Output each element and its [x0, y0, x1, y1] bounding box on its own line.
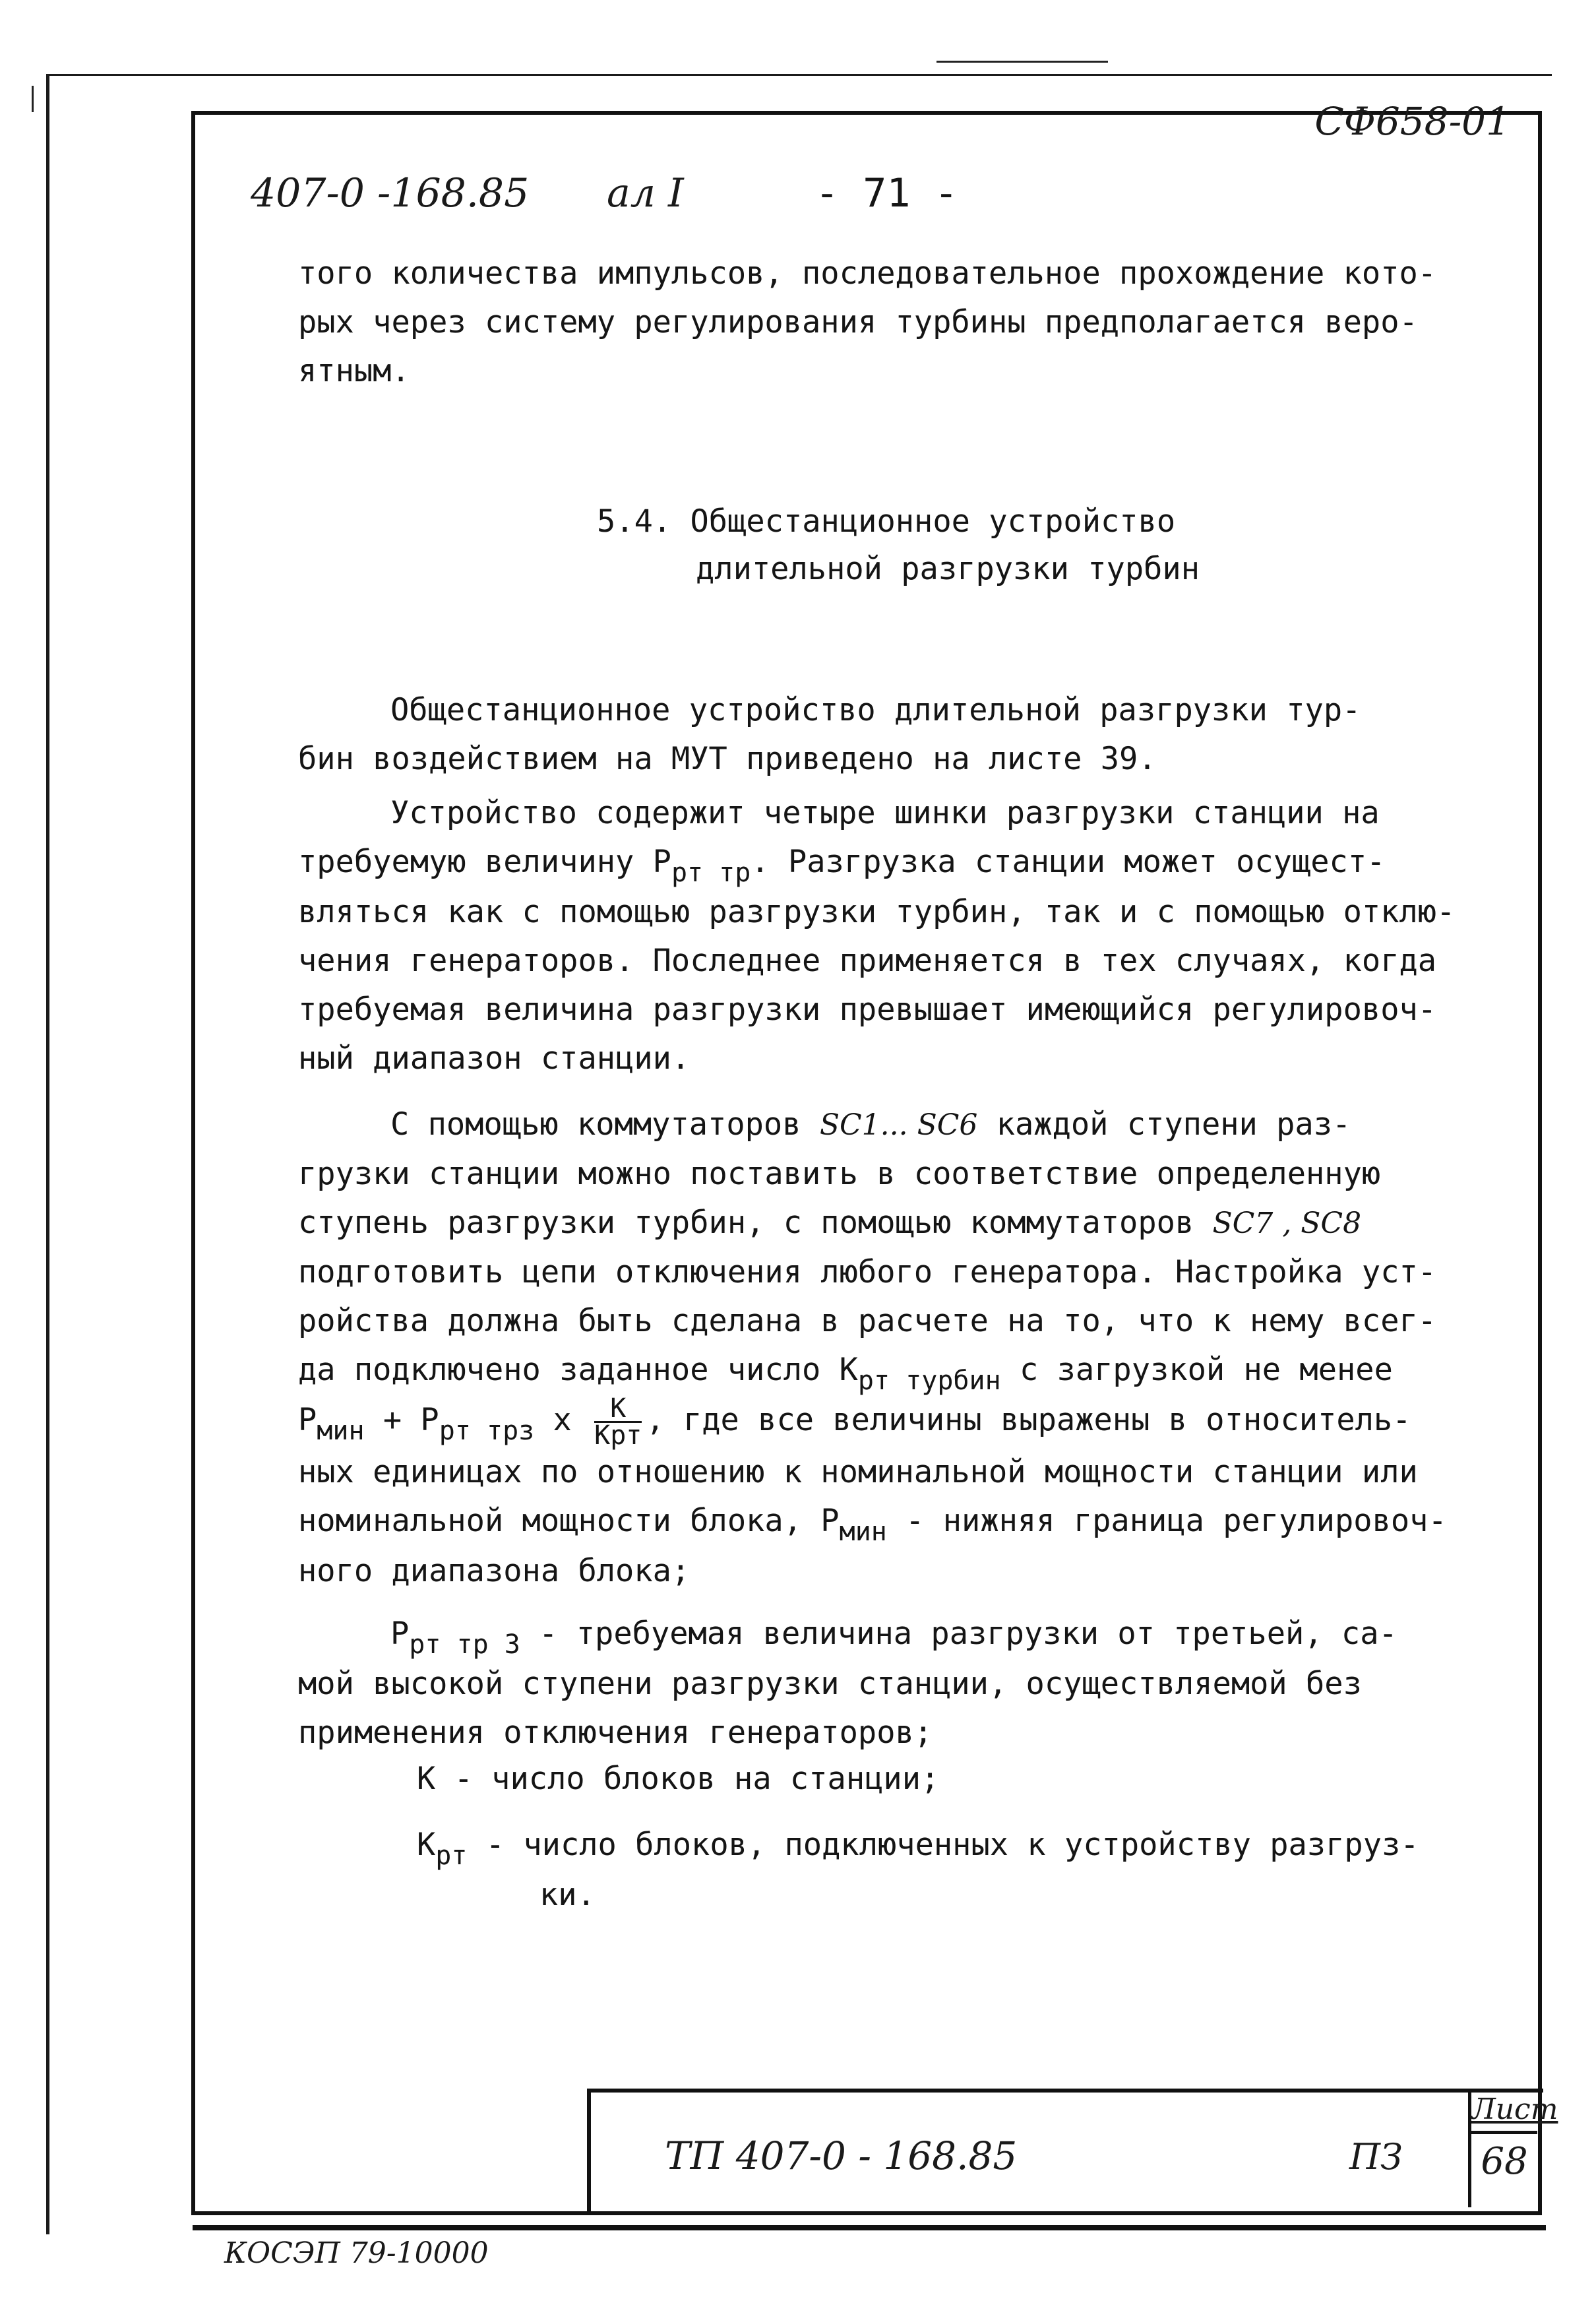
title-block	[587, 2089, 1543, 2211]
text-line: ступень разгрузки турбин, с помощью коммутаторов SC7 , SC8	[298, 1205, 1362, 1241]
text-line: подготовить цепи отключения любого генератора. Настройка уст-	[298, 1254, 1437, 1290]
text-line: применения отключения генераторов;	[298, 1715, 933, 1751]
definition-k: К - число блоков на станции;	[417, 1761, 940, 1797]
text-line: ный диапазон станции.	[298, 1040, 691, 1077]
section-heading	[597, 498, 1200, 593]
bottom-rule	[193, 2225, 1546, 2230]
fraction: $\frac{К}{\text{Крт}}$	[594, 1393, 642, 1451]
text-line: того количества импульсов, последовательное прохождение кото-	[298, 255, 1437, 292]
header-doc-code: 407-0 -168.85	[251, 170, 530, 216]
text-line: мой высокой ступени разгрузки станции, осуществляемой без	[298, 1666, 1362, 1702]
text-line: чения генераторов. Последнее применяется в тех случаях, когда	[298, 943, 1437, 979]
header-album: ал I	[607, 170, 684, 216]
paragraph-intro	[298, 686, 1469, 784]
text-line: ройства должна быть сделана в расчете на то, что к нему всег-	[298, 1303, 1437, 1339]
text-line: номинальной мощности блока, Рмин - нижняя граница регулировоч-	[298, 1503, 1447, 1547]
text-line: требуемая величина разгрузки превышает имеющийся регулировоч-	[298, 992, 1437, 1028]
formula-line: Рмин + Ррт трз x $\frac{К}{\text{Крт}}$ , где все величины выражены в относитель-	[298, 1393, 1411, 1451]
heading-line: 5.4. Общестанционное устройство	[597, 503, 1176, 540]
text-line: Общестанционное устройство длительной разгрузки тур-	[390, 692, 1361, 728]
text-line: грузки станции можно поставить в соответствие определенную	[298, 1156, 1381, 1192]
scan-mark	[936, 61, 1108, 63]
scan-mark	[32, 86, 34, 112]
paragraph-continuation	[298, 249, 1469, 396]
title-block-doc: ТП 407-0 - 168.85	[665, 2133, 1018, 2178]
text-line: Ррт тр 3 - требуемая величина разгрузки от третьей, са-	[390, 1616, 1397, 1660]
text-line: требуемую величину Ррт тр. Разгрузка станции может осущест-	[298, 844, 1386, 888]
definition-krt-continuation: ки.	[539, 1877, 596, 1913]
text-line: С помощью коммутаторов SC1... SC6 каждой ступени раз-	[390, 1106, 1351, 1143]
text-line: вляться как с помощью разгрузки турбин, так и с помощью отклю-	[298, 894, 1456, 930]
paragraph-device	[298, 789, 1469, 1083]
title-block-code: ПЗ	[1349, 2136, 1403, 2178]
corner-code: СФ658-01	[1314, 99, 1510, 144]
text-line: ных единицах по отношению к номинальной мощности станции или	[298, 1454, 1418, 1490]
footer-code: КОСЭП 79-10000	[224, 2236, 489, 2270]
sheet-number: 68	[1481, 2140, 1528, 2183]
text-line: да подключено заданное число Крт турбин с загрузкой не менее	[298, 1352, 1393, 1396]
text-line: ного диапазона блока;	[298, 1553, 691, 1589]
text-line: бин воздействием на МУТ приведено на листе 39.	[298, 741, 1157, 777]
text-line: Устройство содержит четыре шинки разгрузки станции на	[390, 795, 1380, 831]
page-number: - 71 -	[815, 170, 958, 216]
text-line: ятным.	[298, 353, 410, 389]
paragraph-third-stage	[298, 1610, 1469, 1757]
sheet-box	[1468, 2089, 1558, 2207]
heading-line: длительной разгрузки турбин	[696, 551, 1200, 587]
paragraph-commutators	[298, 1100, 1469, 1596]
sheet-label: Лист	[1471, 2089, 1537, 2134]
text-line: рых через систему регулирования турбины предполагается веро-	[298, 304, 1418, 340]
definition-krt: Крт - число блоков, подключенных к устройству разгруз-	[417, 1827, 1419, 1871]
